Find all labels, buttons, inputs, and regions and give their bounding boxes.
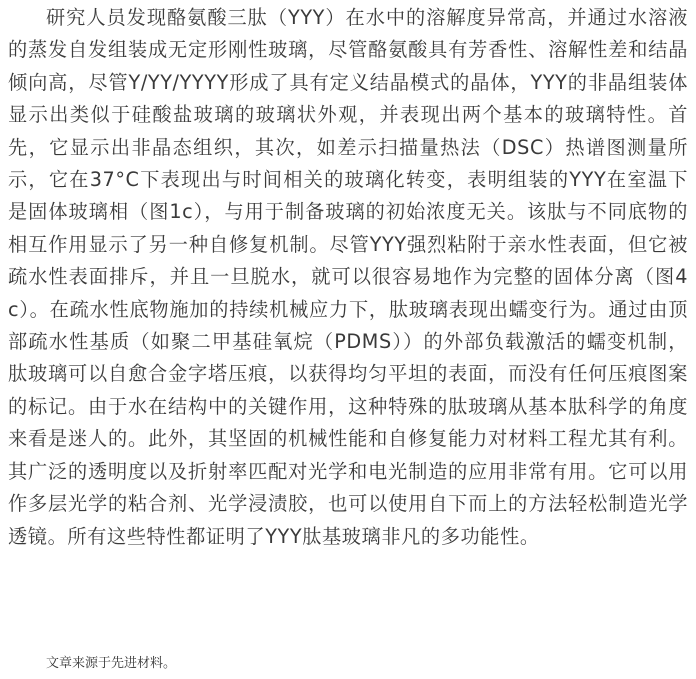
source-note: 文章来源于先进材料。	[46, 656, 177, 671]
article-paragraph: 研究人员发现酪氨酸三肽（YYY）在水中的溶解度异常高，并通过水溶液的蒸发自发组装成无定形刚性玻璃，尽管酪氨酸具有芳香性、溶解性差和结晶倾向高，尽管Y/YY/YYYY形成了具有定义结晶模式的晶体，YYY的非晶组装体显示出类似于硅酸盐玻璃的玻璃状外观，并表现出两个基本的玻璃特性。首先，它显示出非晶态组织，其次，如差示扫描量热法（DSC）热谱图测量所示，它在37°C下表现出与时间相关的玻璃化转变，表明组装的YYY在室温下是固体玻璃相（图1c），与用于制备玻璃的初始浓度无关。该肽与不同底物的相互作用显示了另一种自修复机制。尽管YYY强烈粘附于亲水性表面，但它被疏水性表面排斥，并且一旦脱水，就可以很容易地作为完整的固体分离（图4c）。在疏水性底物施加的持续机械应力下，肽玻璃表现出蠕变行为。通过由顶部疏水性基质（如聚二甲基硅氧烷（PDMS））的外部负载激活的蠕变机制，肽玻璃可以自愈合金字塔压痕，以获得均匀平坦的表面，而没有任何压痕图案的标记。由于水在结构中的关键作用，这种特殊的肽玻璃从基本肽科学的角度来看是迷人的。此外，其坚固的机械性能和自修复能力对材料工程尤其有利。其广泛的透明度以及折射率匹配对光学和电光制造的应用非常有用。它可以用作多层光学的粘合剂、光学浸渍胶，也可以使用自下而上的方法轻松制造光学透镜。所有这些特性都证明了YYY肽基玻璃非凡的多功能性。	[8, 6, 688, 548]
article-body	[8, 2, 688, 553]
